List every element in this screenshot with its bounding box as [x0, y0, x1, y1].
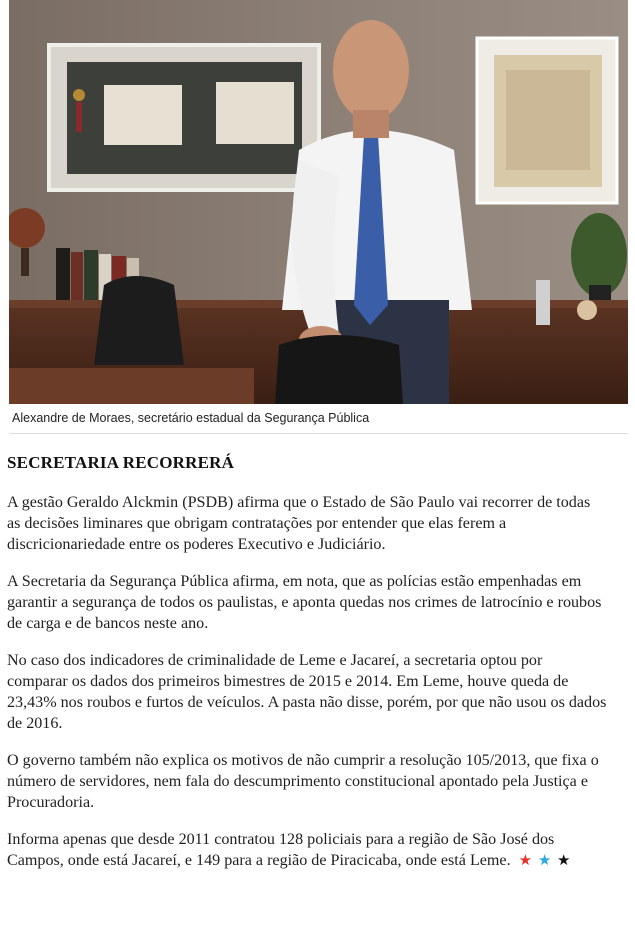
paragraph: A gestão Geraldo Alckmin (PSDB) afirma que o Estado de São Paulo vai recorrer de todas as decisões liminares que obrigam contratações por entender que elas ferem a discricionariedade entre os poderes Executivo e Judiciário. [7, 494, 591, 553]
section-heading: SECRETARIA RECORRERÁ [7, 453, 235, 472]
end-of-article-marks [519, 850, 572, 872]
red-star-icon: ★ [518, 851, 534, 869]
paragraph: A Secretaria da Segurança Pública afirma, em nota, que as polícias estão empenhadas em garantir a segurança de todos os paulistas, e aponta quedas nos crimes de latrocínio e roubos de carga e de bancos neste ano. [7, 573, 602, 632]
last-paragraph [7, 829, 607, 872]
paragraph-text: Informa apenas que desde 2011 contratou 128 policiais para a região de São José dos Campos, onde está Jacareí, e 149 para a região de Piracicaba, onde está Leme. [7, 831, 555, 869]
photo-illustration [9, 0, 628, 404]
paragraph: O governo também não explica os motivos de não cumprir a resolução 105/2013, que fixa o número de servidores, nem fala do descumprimento constitucional apontado pela Justiça e Procuradoria. [7, 752, 599, 811]
article-body [7, 453, 607, 888]
article-photo [9, 0, 628, 404]
caption-divider [9, 433, 628, 434]
photo-caption: Alexandre de Moraes, secretário estadual da Segurança Pública [12, 411, 370, 425]
black-star-icon: ★ [557, 851, 572, 869]
paragraph: No caso dos indicadores de criminalidade de Leme e Jacareí, a secretaria optou por comparar os dados dos primeiros bimestres de 2015 e 2014. Em Leme, houve queda de 23,43% nos roubos e furtos de veículos. A pasta não disse, porém, por que não usou os dados de 2016. [7, 652, 607, 732]
blue-star-icon: ★ [537, 851, 553, 869]
